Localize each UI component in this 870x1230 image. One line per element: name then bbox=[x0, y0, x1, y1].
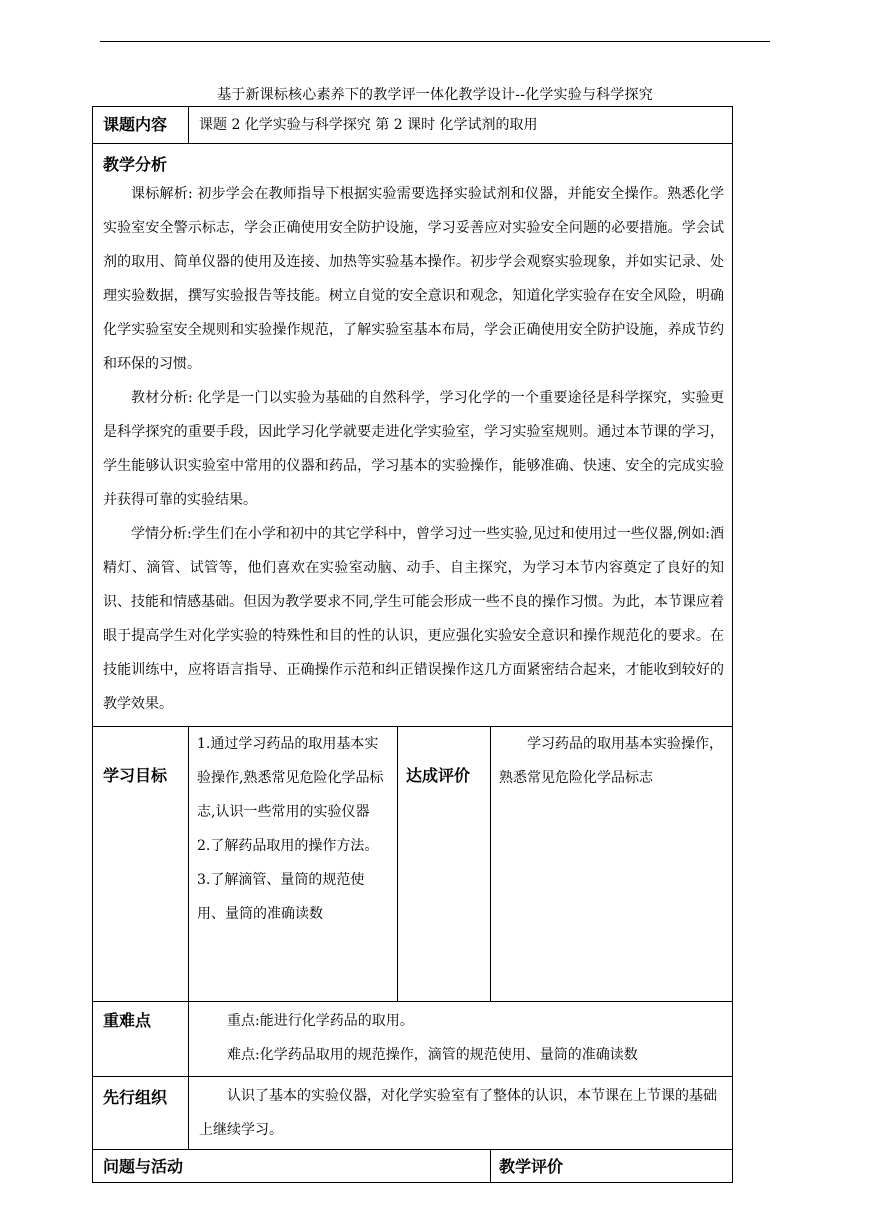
topic-label: 课题内容 bbox=[103, 115, 168, 134]
lesson-plan-table bbox=[92, 106, 733, 1183]
header-rule bbox=[100, 41, 770, 42]
teaching-evaluation-cell bbox=[491, 1150, 733, 1183]
student-analysis: 学情分析:学生们在小学和初中的其它学科中，曾学习过一些实验,见过和使用过一些仪器,例如:酒精灯、滴管、试管等，他们喜欢在实验室动脑、动手、自主探究，为学习本节内容奠定了良好的知识、技能和情感基础。但因为教学要求不同,学生可能会形成一些不良的操作习惯。为此，本节课应着眼于提高学生对化学实验的特殊性和目的性的认识，更应强化实验安全意识和操作规范化的要求。在技能训练中，应将语言指导、正确操作示范和纠正错误操作这几方面紧密结合起来，才能收到较好的教学效果。 bbox=[103, 526, 725, 712]
objective-item: 2.了解药品取用的操作方法。 bbox=[197, 838, 379, 854]
activities-header-cell bbox=[93, 1150, 491, 1183]
evaluation-content-cell bbox=[491, 727, 733, 1002]
textbook-analysis: 教材分析: 化学是一门以实验为基础的自然科学，学习化学的一个重要途径是科学探究，实验更是科学探究的重要手段，因此学习化学就要走进化学实验室，学习实验室规则。通过本节课的学习，学生能够认识实验室中常用的仪器和药品，学习基本的实验操作，能够准确、快速、安全的完成实验并获得可靠的实验结果。 bbox=[103, 390, 725, 508]
analysis-cell bbox=[93, 144, 733, 727]
key-point-difficulty: 难点:化学药品取用的规范操作，滴管的规范使用、量筒的准确读数 bbox=[227, 1047, 638, 1063]
topic-value: 课题 2 化学实验与科学探究 第 2 课时 化学试剂的取用 bbox=[199, 117, 538, 133]
analysis-row bbox=[93, 144, 733, 727]
objectives-row bbox=[93, 727, 733, 1002]
achievement-evaluation-label: 达成评价 bbox=[406, 766, 471, 785]
teaching-evaluation-label: 教学评价 bbox=[499, 1157, 564, 1176]
advance-organizer-content-cell bbox=[189, 1077, 733, 1150]
topic-label-cell bbox=[93, 107, 189, 144]
advance-organizer-label: 先行组织 bbox=[103, 1088, 168, 1107]
document-title: 基于新课标核心素养下的教学评一体化教学设计--化学实验与科学探究 bbox=[217, 87, 653, 103]
evaluation-label-cell bbox=[398, 727, 491, 1002]
topic-value-cell bbox=[189, 107, 733, 144]
key-point-focus: 重点:能进行化学药品的取用。 bbox=[227, 1013, 414, 1029]
objectives-content-cell bbox=[189, 727, 398, 1002]
curriculum-analysis: 课标解析: 初步学会在教师指导下根据实验需要选择实验试剂和仪器，并能安全操作。熟悉化学实验室安全警示标志，学会正确使用安全防护设施，学习妥善应对实验安全问题的必要措施。学会试剂的取用、简单仪器的使用及连接、加热等实验基本操作。初步学会观察实验现象，并如实记录、处理实验数据，撰写实验报告等技能。树立自觉的安全意识和观念，知道化学实验存在安全风险，明确化学实验室安全规则和实验操作规范，了解实验室基本布局，学会正确使用安全防护设施，养成节约和环保的习惯。 bbox=[103, 186, 725, 372]
objective-item: 3.了解滴管、量筒的规范使用、量筒的准确读数 bbox=[197, 872, 365, 922]
advance-organizer-text: 认识了基本的实验仪器，对化学实验室有了整体的认识，本节课在上节课的基础上继续学习。 bbox=[199, 1088, 717, 1138]
achievement-evaluation-text: 学习药品的取用基本实验操作，熟悉常见危险化学品标志 bbox=[499, 736, 723, 786]
key-points-label-cell bbox=[93, 1002, 189, 1077]
objective-item: 1.通过学习药品的取用基本实验操作,熟悉常见危险化学品标志,认识一些常用的实验仪器 bbox=[197, 736, 384, 820]
advance-organizer-row bbox=[93, 1077, 733, 1150]
objectives-label-cell bbox=[93, 727, 189, 1002]
analysis-heading: 教学分析 bbox=[103, 155, 168, 174]
key-points-content-cell bbox=[189, 1002, 733, 1077]
key-points-label: 重难点 bbox=[103, 1011, 152, 1030]
advance-organizer-label-cell bbox=[93, 1077, 189, 1150]
objectives-label: 学习目标 bbox=[103, 766, 168, 785]
topic-row bbox=[93, 107, 733, 144]
activities-header-row bbox=[93, 1150, 733, 1183]
problems-activities-label: 问题与活动 bbox=[103, 1157, 184, 1176]
key-points-row bbox=[93, 1002, 733, 1077]
